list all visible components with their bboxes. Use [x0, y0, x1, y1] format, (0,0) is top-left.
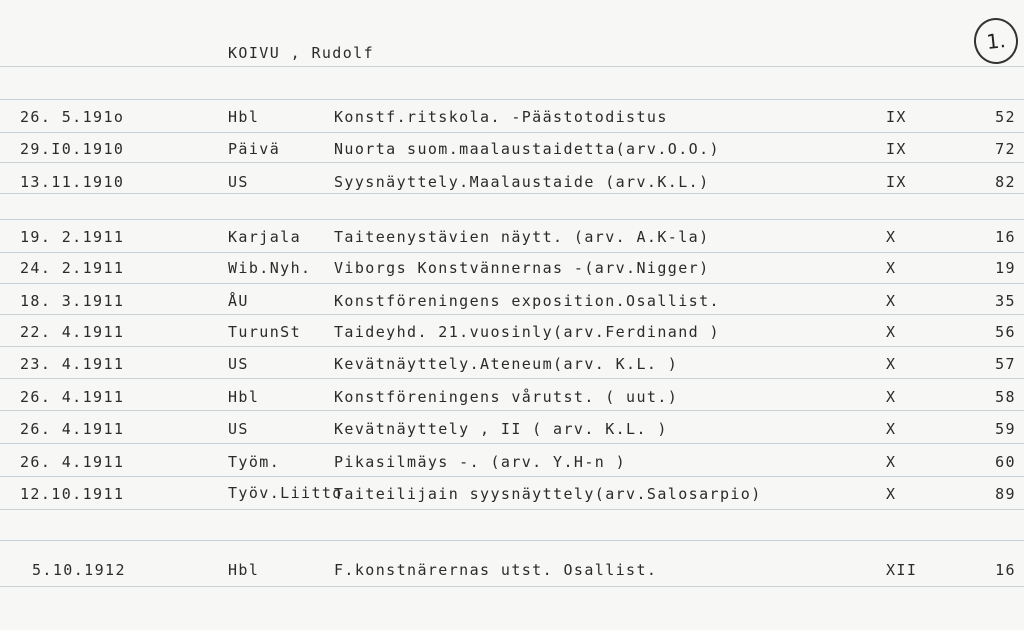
ruled-line — [0, 378, 1024, 379]
table-row — [0, 355, 1024, 375]
table-row — [0, 323, 1024, 343]
entry-source: Työm. — [228, 453, 281, 471]
entry-date: 22. 4.1911 — [20, 323, 125, 341]
entry-page: 57 — [995, 355, 1016, 373]
ruled-line — [0, 509, 1024, 510]
entry-source: Päivä — [228, 140, 281, 158]
entry-volume: X — [886, 388, 897, 406]
card-number: 1. — [972, 16, 1021, 66]
entry-description: Syysnäyttely.Maalaustaide (arv.K.L.) — [334, 173, 710, 191]
entry-description: Taiteilijain syysnäyttely(arv.Salosarpio) — [334, 485, 762, 503]
entry-volume: X — [886, 292, 897, 310]
entry-description: Kevätnäyttely.Ateneum(arv. K.L. ) — [334, 355, 679, 373]
table-row — [0, 140, 1024, 160]
ruled-line — [0, 314, 1024, 315]
entry-source: Työv.Liitto — [228, 484, 343, 502]
entry-description: F.konstnärernas utst. Osallist. — [334, 561, 658, 579]
ruled-line — [0, 586, 1024, 587]
entry-page: 16 — [995, 561, 1016, 579]
entry-page: 52 — [995, 108, 1016, 126]
ruled-line — [0, 283, 1024, 284]
entry-volume: X — [886, 323, 897, 341]
entry-date: 19. 2.1911 — [20, 228, 125, 246]
table-row — [0, 420, 1024, 440]
entry-date: 24. 2.1911 — [20, 259, 125, 277]
table-row — [0, 388, 1024, 408]
entry-volume: X — [886, 259, 897, 277]
entry-date: 13.11.1910 — [20, 173, 125, 191]
entry-description: Konstföreningens vårutst. ( uut.) — [334, 388, 679, 406]
entry-page: 19 — [995, 259, 1016, 277]
ruled-line — [0, 540, 1024, 541]
entry-description: Taiteenystävien näytt. (arv. A.K-la) — [334, 228, 710, 246]
entry-volume: IX — [886, 140, 907, 158]
ruled-line — [0, 443, 1024, 444]
entry-description: Kevätnäyttely , II ( arv. K.L. ) — [334, 420, 668, 438]
ruled-line — [0, 66, 1024, 67]
entry-description: Pikasilmäys -. (arv. Y.H-n ) — [334, 453, 627, 471]
entry-description: Viborgs Konstvännernas -(arv.Nigger) — [334, 259, 710, 277]
entry-date: 12.10.1911 — [20, 485, 125, 503]
entry-volume: X — [886, 355, 897, 373]
ruled-line — [0, 410, 1024, 411]
entry-source: US — [228, 173, 249, 191]
entry-page: 16 — [995, 228, 1016, 246]
ruled-line — [0, 219, 1024, 220]
table-row — [0, 561, 1024, 581]
entry-date: 26. 5.191o — [20, 108, 125, 126]
entry-description: Taideyhd. 21.vuosinly(arv.Ferdinand ) — [334, 323, 720, 341]
ruled-line — [0, 252, 1024, 253]
ruled-line — [0, 476, 1024, 477]
entry-page: 72 — [995, 140, 1016, 158]
table-row — [0, 228, 1024, 248]
entry-description: Konstföreningens exposition.Osallist. — [334, 292, 720, 310]
entry-source: US — [228, 420, 249, 438]
entry-page: 56 — [995, 323, 1016, 341]
entry-page: 59 — [995, 420, 1016, 438]
ruled-line — [0, 162, 1024, 163]
entry-date: 18. 3.1911 — [20, 292, 125, 310]
ruled-line — [0, 193, 1024, 194]
card-title: KOIVU , Rudolf — [228, 44, 375, 62]
entry-volume: XII — [886, 561, 918, 579]
table-row — [0, 485, 1024, 505]
entry-source: Hbl — [228, 561, 260, 579]
ruled-line — [0, 132, 1024, 133]
entry-date: 26. 4.1911 — [20, 453, 125, 471]
entry-date: 5.10.1912 — [32, 561, 126, 579]
table-row — [0, 259, 1024, 279]
entry-page: 89 — [995, 485, 1016, 503]
entry-page: 35 — [995, 292, 1016, 310]
table-row — [0, 173, 1024, 193]
entry-source: Hbl — [228, 388, 260, 406]
entry-date: 26. 4.1911 — [20, 388, 125, 406]
entry-page: 82 — [995, 173, 1016, 191]
entry-description: Nuorta suom.maalaustaidetta(arv.O.O.) — [334, 140, 720, 158]
entry-date: 23. 4.1911 — [20, 355, 125, 373]
table-row — [0, 292, 1024, 312]
entry-source: ÅU — [228, 292, 249, 310]
entry-source: TurunSt — [228, 323, 302, 341]
entry-source: Hbl — [228, 108, 260, 126]
entry-date: 26. 4.1911 — [20, 420, 125, 438]
ruled-line — [0, 346, 1024, 347]
entry-volume: IX — [886, 108, 907, 126]
entry-volume: X — [886, 485, 897, 503]
entry-volume: X — [886, 453, 897, 471]
entry-description: Konstf.ritskola. -Päästotodistus — [334, 108, 668, 126]
table-row — [0, 453, 1024, 473]
entry-source: Karjala — [228, 228, 302, 246]
entry-page: 58 — [995, 388, 1016, 406]
entry-date: 29.I0.1910 — [20, 140, 125, 158]
entry-volume: X — [886, 420, 897, 438]
entry-volume: IX — [886, 173, 907, 191]
entry-source: US — [228, 355, 249, 373]
entry-page: 60 — [995, 453, 1016, 471]
table-row — [0, 108, 1024, 128]
ruled-line — [0, 99, 1024, 100]
entry-volume: X — [886, 228, 897, 246]
entry-source: Wib.Nyh. — [228, 259, 312, 277]
